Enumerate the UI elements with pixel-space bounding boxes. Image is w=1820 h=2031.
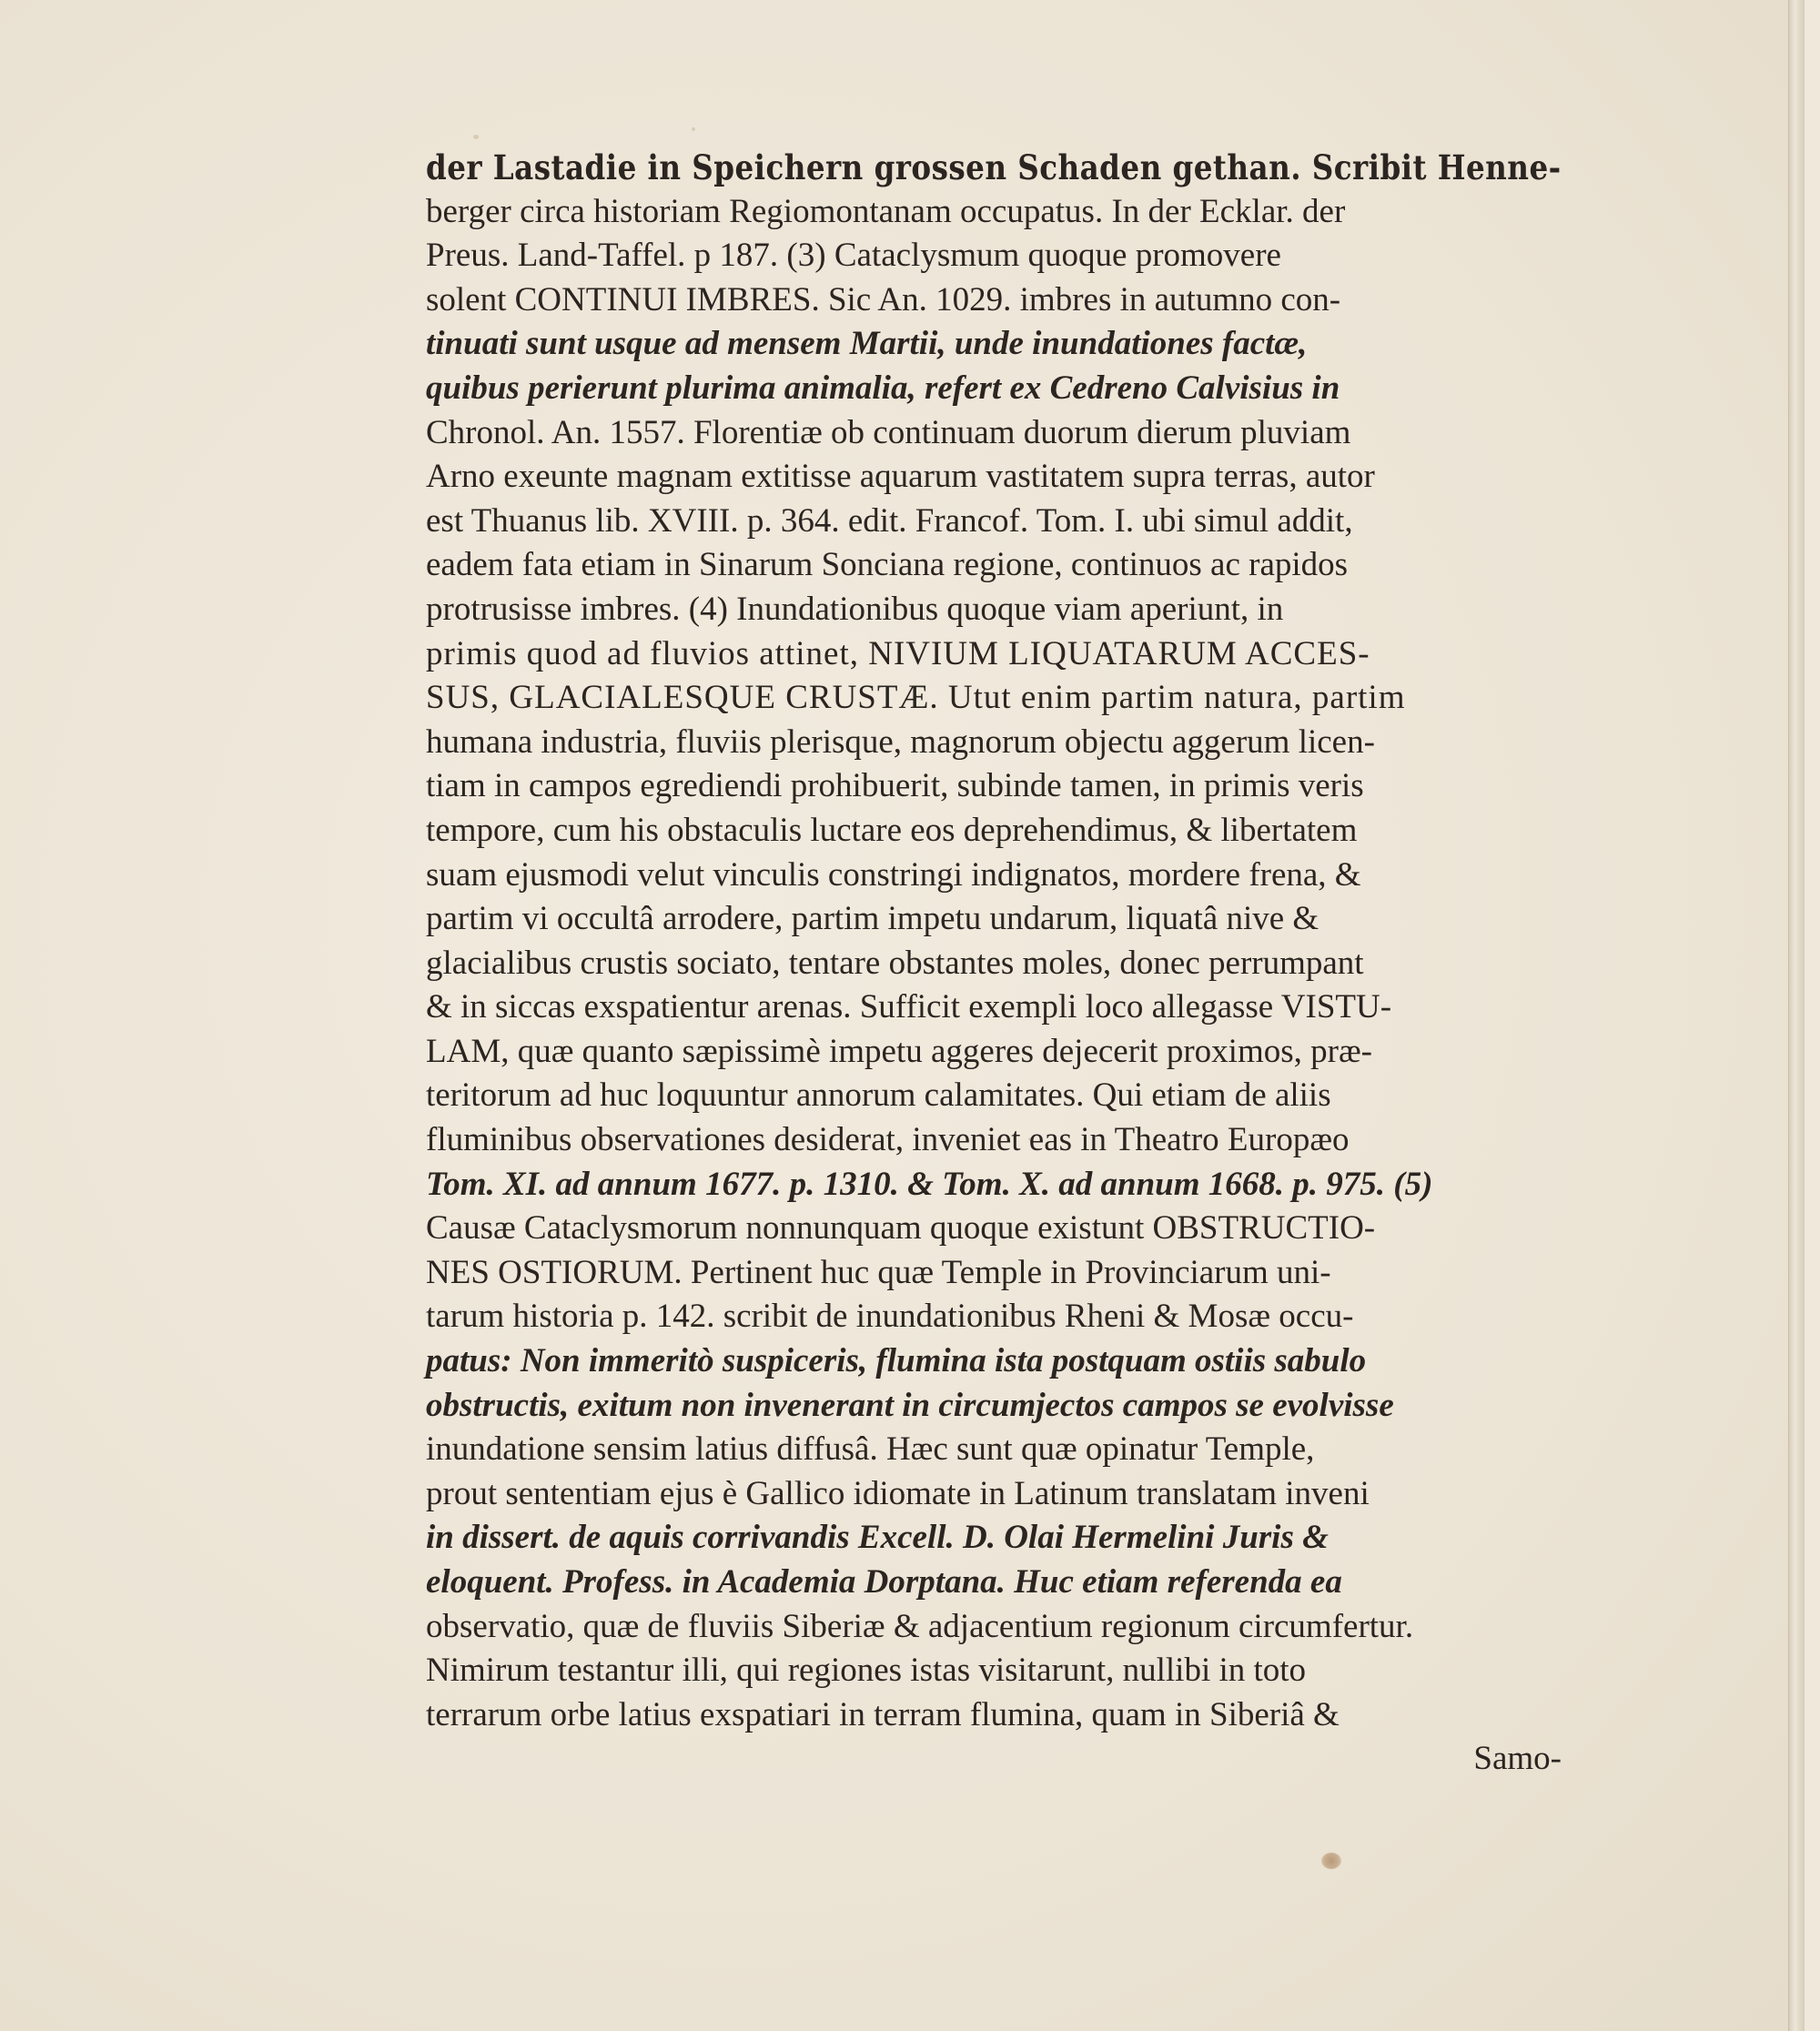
text-line: protrusisse imbres. (4) Inundationibus quoque viam aperiunt, in <box>426 590 1284 628</box>
text-line: partim vi occultâ arrodere, partim impetu undarum, liquatâ nive & <box>426 900 1320 938</box>
text-line: Arno exeunte magnam extitisse aquarum vastitatem supra terras, autor <box>426 458 1375 496</box>
text-line: patus: Non immeritò suspiceris, flumina ista postquam ostiis sabulo <box>426 1342 1367 1380</box>
text-line: prout sententiam ejus è Gallico idiomate in Latinum translatam inveni <box>426 1474 1370 1512</box>
text-line: Tom. XI. ad annum 1677. p. 1310. & Tom. X. ad annum 1668. p. 975. (5) <box>426 1165 1433 1203</box>
text-line: tiam in campos egrediendi prohibuerit, subinde tamen, in primis veris <box>426 767 1364 805</box>
text-line: obstructis, exitum non invenerant in circumjectos campos se evolvisse <box>426 1386 1394 1424</box>
text-line: est Thuanus lib. XVIII. p. 364. edit. Francof. Tom. I. ubi simul addit, <box>426 501 1353 540</box>
text-line: in dissert. de aquis corrivandis Excell. D. Olai Hermelini Juris & <box>426 1519 1329 1557</box>
text-line: tinuati sunt usque ad mensem Martii, unde inundationes factæ, <box>426 325 1308 363</box>
text-line: & in siccas exspatientur arenas. Sufficit exempli loco allegasse VISTU- <box>426 988 1392 1026</box>
text-line: inundatione sensim latius diffusâ. Hæc sunt quæ opinatur Temple, <box>426 1430 1315 1469</box>
text-line: glacialibus crustis sociato, tentare obstantes moles, donec perrumpant <box>426 944 1364 982</box>
body-text <box>426 146 1562 1782</box>
ink-stain <box>1321 1853 1341 1869</box>
text-line: Causæ Cataclysmorum nonnunquam quoque existunt OBSTRUCTIO- <box>426 1209 1376 1248</box>
text-line: solent CONTINUI IMBRES. Sic An. 1029. imbres in autumno con- <box>426 280 1341 318</box>
text-line: tempore, cum his obstaculis luctare eos deprehendimus, & libertatem <box>426 811 1358 849</box>
text-line: fluminibus observationes desiderat, inveniet eas in Theatro Europæo <box>426 1121 1350 1159</box>
text-line: primis quod ad fluvios attinet, NIVIUM LIQUATARUM ACCES- <box>426 634 1370 672</box>
text-line: eloquent. Profess. in Academia Dorptana. Huc etiam referenda ea <box>426 1563 1342 1601</box>
page-edge <box>1788 0 1805 2031</box>
text-line: tarum historia p. 142. scribit de inundationibus Rheni & Mosæ occu- <box>426 1298 1354 1336</box>
catchword: Samo- <box>1473 1740 1562 1778</box>
text-line: NES OSTIORUM. Pertinent huc quæ Temple in Provinciarum uni- <box>426 1253 1331 1291</box>
text-line: berger circa historiam Regiomontanam occupatus. In der Ecklar. der <box>426 192 1346 230</box>
text-line: Nimirum testantur illi, qui regiones istas visitarunt, nullibi in toto <box>426 1652 1307 1690</box>
text-line: LAM, quæ quanto sæpissimè impetu aggeres dejecerit proximos, præ- <box>426 1032 1372 1070</box>
paper-fleck <box>473 135 479 139</box>
text-line: der Lastadie in Speichern grossen Schaden gethan. Scribit Henne- <box>426 147 1562 187</box>
text-line: observatio, quæ de fluviis Siberiæ & adjacentium regionum circumfertur. <box>426 1607 1414 1645</box>
paper-fleck <box>692 127 695 131</box>
text-line: Chronol. An. 1557. Florentiæ ob continuam duorum dierum pluviam <box>426 413 1351 451</box>
text-line: terrarum orbe latius exspatiari in terram flumina, quam in Siberiâ & <box>426 1695 1340 1733</box>
text-line: humana industria, fluviis plerisque, magnorum objectu aggerum licen- <box>426 722 1375 761</box>
text-line: SUS, GLACIALESQUE CRUSTÆ. Utut enim partim natura, partim <box>426 679 1406 717</box>
text-line: quibus perierunt plurima animalia, refert ex Cedreno Calvisius in <box>426 369 1340 407</box>
text-line: teritorum ad huc loquuntur annorum calamitates. Qui etiam de aliis <box>426 1076 1331 1115</box>
text-line: Preus. Land-Taffel. p 187. (3) Cataclysmum quoque promovere <box>426 237 1281 275</box>
text-line: eadem fata etiam in Sinarum Sonciana regione, continuos ac rapidos <box>426 546 1349 584</box>
text-line: suam ejusmodi velut vinculis constringi indignatos, mordere frena, & <box>426 855 1361 894</box>
